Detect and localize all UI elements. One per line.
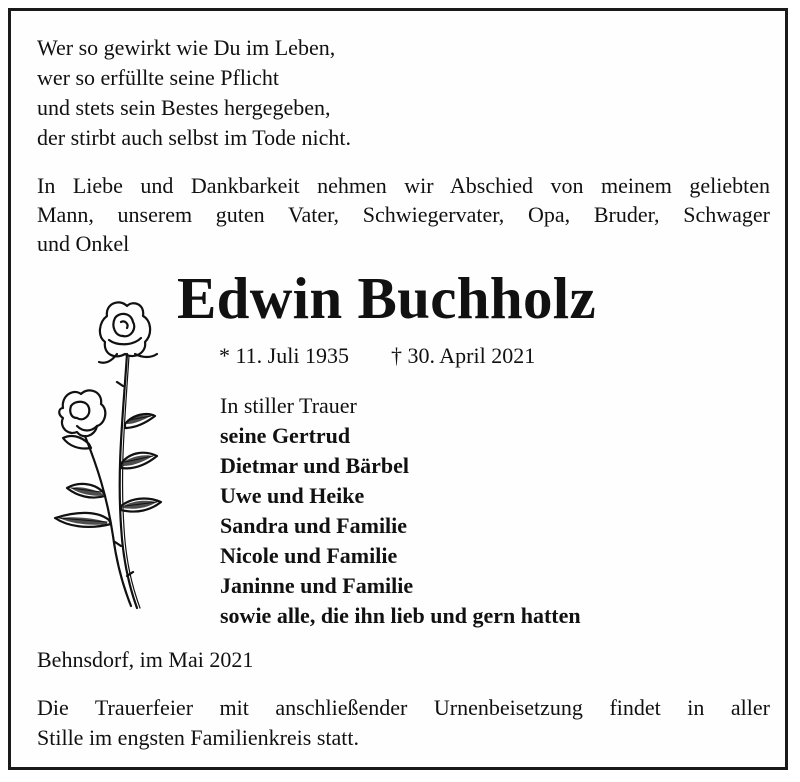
mourner-name: Uwe und Heike	[220, 483, 365, 508]
poem-line: und stets sein Bestes hergegeben,	[37, 95, 331, 120]
mourner-name: Sandra und Familie	[220, 513, 408, 538]
poem-line: der stirbt auch selbst im Tode nicht.	[37, 125, 351, 150]
deceased-name: Edwin Buchholz	[177, 265, 596, 331]
mourners-heading: In stiller Trauer	[220, 393, 357, 418]
notice-line: Stille im engsten Familienkreis statt.	[37, 725, 360, 750]
mourner-name: Janinne und Familie	[220, 573, 414, 598]
poem	[37, 33, 351, 153]
mourner-name: Dietmar und Bärbel	[220, 453, 410, 478]
mourners-list	[220, 391, 581, 631]
birth-date: * 11. Juli 1935	[219, 343, 349, 368]
mourner-name: seine Gertrud	[220, 423, 351, 448]
intro-line: und Onkel	[37, 231, 130, 256]
death-date: † 30. April 2021	[390, 343, 536, 368]
poem-line: wer so erfüllte seine Pflicht	[37, 65, 279, 90]
intro-paragraph	[37, 171, 770, 258]
intro-line: In Liebe und Dankbarkeit nehmen wir Abschied von meinem geliebten	[37, 173, 770, 198]
poem-line: Wer so gewirkt wie Du im Leben,	[37, 35, 336, 60]
notice-line: Die Trauerfeier mit anschließender Urnenbeisetzung findet in aller	[37, 695, 770, 720]
life-dates	[219, 341, 535, 371]
place-date: Behnsdorf, im Mai 2021	[37, 647, 254, 672]
mourner-name: Nicole und Familie	[220, 543, 398, 568]
intro-line: Mann, unserem guten Vater, Schwiegervater, Opa, Bruder, Schwager	[37, 202, 770, 227]
mourner-name: sowie alle, die ihn lieb und gern hatten	[220, 603, 581, 628]
funeral-notice	[37, 693, 770, 753]
rose-icon	[47, 296, 177, 616]
obituary-frame	[8, 8, 788, 770]
